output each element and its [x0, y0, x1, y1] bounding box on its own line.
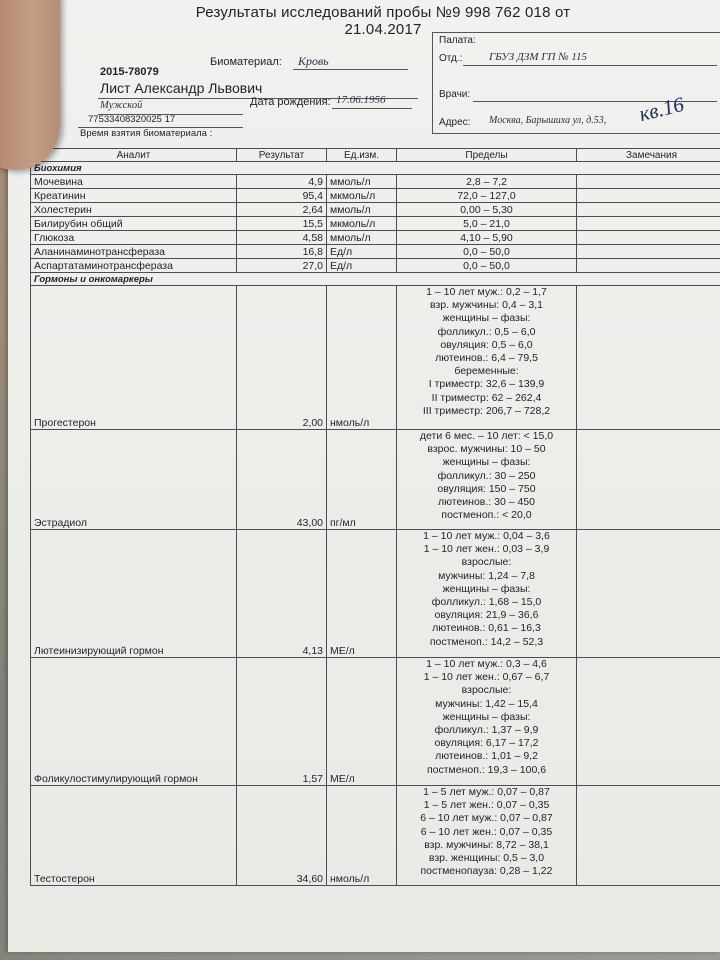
analyte-result: 43,00 — [237, 430, 327, 530]
analyte-limits: 0,0 – 50,0 — [397, 245, 577, 259]
col-header-analyte: Аналит — [31, 149, 237, 162]
results-table — [30, 148, 720, 886]
biomaterial-value: Кровь — [298, 54, 329, 68]
table-row — [31, 430, 720, 530]
limit-line: 1 – 5 лет муж.: 0,07 – 0,87 — [423, 786, 550, 798]
analyte-unit: ммоль/л — [327, 175, 397, 189]
limit-line: женщины – фазы: — [442, 710, 531, 723]
limit-line: взрослые: — [461, 556, 512, 569]
analyte-unit: пг/мл — [327, 430, 397, 530]
limit-line: 6 – 10 лет жен.: 0,07 – 0,35 — [420, 825, 553, 838]
section-title: Гормоны и онкомаркеры — [31, 273, 720, 286]
section-title: Биохимия — [31, 162, 720, 175]
dob-value: 17.06.1956 — [336, 94, 386, 106]
analyte-unit: нмоль/л — [327, 286, 397, 430]
table-row — [31, 286, 720, 430]
analyte-name: Мочевина — [31, 175, 237, 189]
col-header-result: Результат — [237, 149, 327, 162]
col-header-remarks: Замечания — [577, 149, 720, 162]
limit-line: 1 – 10 лет жен.: 0,67 – 6,7 — [423, 671, 550, 684]
analyte-remarks — [577, 286, 720, 430]
analyte-result: 34,60 — [237, 786, 327, 886]
analyte-result: 15,5 — [237, 217, 327, 231]
analyte-name: Тестостерон — [31, 786, 237, 886]
analyte-name: Билирубин общий — [31, 217, 237, 231]
analyte-unit: МЕ/л — [327, 530, 397, 658]
limit-line: 1 – 10 лет муж.: 0,04 – 3,6 — [423, 530, 550, 542]
ward-label: Палата: — [439, 35, 476, 46]
limit-line: II триместр: 62 – 262,4 — [431, 391, 542, 404]
analyte-remarks — [577, 175, 720, 189]
patient-id: 2015-78079 — [100, 66, 159, 78]
analyte-result: 2,00 — [237, 286, 327, 430]
analyte-limits: 5,0 – 21,0 — [397, 217, 577, 231]
limit-line: взрос. мужчины: 10 – 50 — [427, 443, 546, 456]
limit-line: овуляция: 6,17 – 17,2 — [434, 737, 539, 750]
table-row — [31, 530, 720, 658]
analyte-name: Глюкоза — [31, 231, 237, 245]
table-row — [31, 245, 720, 259]
analyte-unit: нмоль/л — [327, 786, 397, 886]
analyte-name: Фоликулостимулирующий гормон — [31, 658, 237, 786]
limit-line: фолликул.: 0,5 – 6,0 — [437, 325, 536, 338]
sample-time-label: Время взятия биоматериала : — [80, 128, 213, 139]
dept-label: Отд.: — [439, 53, 463, 64]
table-row — [31, 203, 720, 217]
limit-line: женщины – фазы: — [442, 456, 531, 469]
limit-line: женщины – фазы: — [442, 312, 531, 325]
report-title: Результаты исследований пробы №9 998 762 018 от 21.04.2017 — [195, 4, 571, 38]
limit-line: овуляция: 0,5 – 6,0 — [440, 338, 533, 351]
patient-name: Лист Александр Львович — [100, 80, 263, 96]
photographer-thumb — [0, 0, 60, 170]
analyte-unit: Ед/л — [327, 259, 397, 273]
analyte-limits: 4,10 – 5,90 — [397, 231, 577, 245]
address-label: Адрес: — [439, 117, 471, 128]
patient-sex: Мужской — [100, 100, 143, 111]
limit-line: лютеинов.: 6,4 – 79,5 — [435, 352, 538, 365]
limit-line: постменоп.: 19,3 – 100,6 — [426, 763, 547, 776]
analyte-name: Аланинаминотрансфераза — [31, 245, 237, 259]
analyte-limits — [397, 786, 577, 886]
analyte-remarks — [577, 203, 720, 217]
analyte-limits — [397, 530, 577, 658]
analyte-unit: МЕ/л — [327, 658, 397, 786]
patient-block — [80, 48, 428, 139]
department-block — [432, 32, 720, 134]
limit-line: взр. мужчины: 0,4 – 3,1 — [430, 299, 543, 312]
limit-line: постменоп.: 14,2 – 52,3 — [429, 635, 544, 648]
analyte-result: 4,9 — [237, 175, 327, 189]
analyte-remarks — [577, 217, 720, 231]
limit-line: овуляция: 150 – 750 — [437, 482, 536, 495]
limit-line: фолликул.: 1,68 – 15,0 — [431, 596, 542, 609]
analyte-name: Холестерин — [31, 203, 237, 217]
limit-line: мужчины: 1,24 – 7,8 — [438, 569, 535, 582]
table-row — [31, 231, 720, 245]
analyte-remarks — [577, 189, 720, 203]
analyte-limits: 0,00 – 5,30 — [397, 203, 577, 217]
limit-line: 1 – 5 лет жен.: 0,07 – 0,35 — [423, 799, 550, 812]
analyte-result: 4,13 — [237, 530, 327, 658]
analyte-remarks — [577, 231, 720, 245]
limit-line: I триместр: 32,6 – 139,9 — [428, 378, 545, 391]
analyte-result: 2,64 — [237, 203, 327, 217]
limit-line: овуляция: 21,9 – 36,6 — [434, 609, 539, 622]
limit-line: лютеинов.: 0,61 – 16,3 — [432, 622, 541, 635]
analyte-remarks — [577, 658, 720, 786]
limit-line: постменоп.: < 20,0 — [441, 509, 532, 522]
sample-code: 77533408320025 17 — [88, 114, 176, 125]
table-row — [31, 217, 720, 231]
analyte-result: 1,57 — [237, 658, 327, 786]
limit-line: постменопауза: 0,28 – 1,22 — [420, 865, 553, 878]
limit-line: 1 – 10 лет муж.: 0,2 – 1,7 — [426, 286, 547, 298]
analyte-limits: 72,0 – 127,0 — [397, 189, 577, 203]
analyte-name: Лютеинизирующий гормон — [31, 530, 237, 658]
analyte-remarks — [577, 530, 720, 658]
table-header-row — [31, 149, 720, 162]
table-row — [31, 189, 720, 203]
limit-line: мужчины: 1,42 – 15,4 — [435, 697, 538, 710]
analyte-name: Прогестерон — [31, 286, 237, 430]
section-row-biochem — [31, 162, 720, 175]
limit-line: лютеинов.: 30 – 450 — [437, 496, 535, 509]
limit-line: 1 – 10 лет жен.: 0,03 – 3,9 — [423, 543, 550, 556]
section-row-hormones — [31, 273, 720, 286]
analyte-result: 4,58 — [237, 231, 327, 245]
limit-line: беременные: — [454, 365, 519, 378]
analyte-limits: 2,8 – 7,2 — [397, 175, 577, 189]
analyte-name: Креатинин — [31, 189, 237, 203]
analyte-limits — [397, 286, 577, 430]
analyte-name: Эстрадиол — [31, 430, 237, 530]
table-row — [31, 175, 720, 189]
analyte-unit: мкмоль/л — [327, 189, 397, 203]
limit-line: взр. женщины: 0,5 – 3,0 — [428, 852, 545, 865]
handwritten-note: кв.16 — [636, 91, 687, 127]
doctors-label: Врачи: — [439, 89, 471, 100]
limit-line: лютеинов.: 1,01 – 9,2 — [435, 750, 538, 763]
analyte-remarks — [577, 430, 720, 530]
biomaterial-label: Биоматериал: — [210, 56, 282, 68]
analyte-limits — [397, 430, 577, 530]
address-value: Москва, Барышиха ул, д.53, — [489, 115, 607, 126]
limit-line: взрослые: — [461, 684, 512, 697]
table-row — [31, 658, 720, 786]
col-header-limits: Пределы — [397, 149, 577, 162]
analyte-unit: Ед/л — [327, 245, 397, 259]
dob-label: Дата рождения: — [250, 96, 331, 108]
limit-line: женщины – фазы: — [442, 582, 531, 595]
analyte-remarks — [577, 786, 720, 886]
analyte-result: 27,0 — [237, 259, 327, 273]
limit-line: 1 – 10 лет муж.: 0,3 – 4,6 — [426, 658, 547, 670]
table-row — [31, 786, 720, 886]
limit-line: 6 – 10 лет муж.: 0,07 – 0,87 — [420, 812, 553, 825]
lab-report-sheet — [8, 0, 720, 952]
limit-line: фолликул.: 30 – 250 — [437, 469, 536, 482]
limit-line: взр. мужчины: 8,72 – 38,1 — [424, 838, 549, 851]
dept-value: ГБУЗ ДЗМ ГП № 115 — [489, 51, 588, 63]
col-header-unit: Ед.изм. — [327, 149, 397, 162]
analyte-result: 95,4 — [237, 189, 327, 203]
table-row — [31, 259, 720, 273]
analyte-name: Аспартатаминотрансфераза — [31, 259, 237, 273]
analyte-limits: 0,0 – 50,0 — [397, 259, 577, 273]
limit-line: фолликул.: 1,37 – 9,9 — [434, 724, 539, 737]
limit-line: III триместр: 206,7 – 728,2 — [422, 404, 551, 417]
analyte-unit: ммоль/л — [327, 231, 397, 245]
analyte-unit: ммоль/л — [327, 203, 397, 217]
analyte-remarks — [577, 259, 720, 273]
limit-line: дети 6 мес. – 10 лет: < 15,0 — [419, 430, 554, 442]
analyte-remarks — [577, 245, 720, 259]
analyte-result: 16,8 — [237, 245, 327, 259]
analyte-limits — [397, 658, 577, 786]
analyte-unit: мкмоль/л — [327, 217, 397, 231]
